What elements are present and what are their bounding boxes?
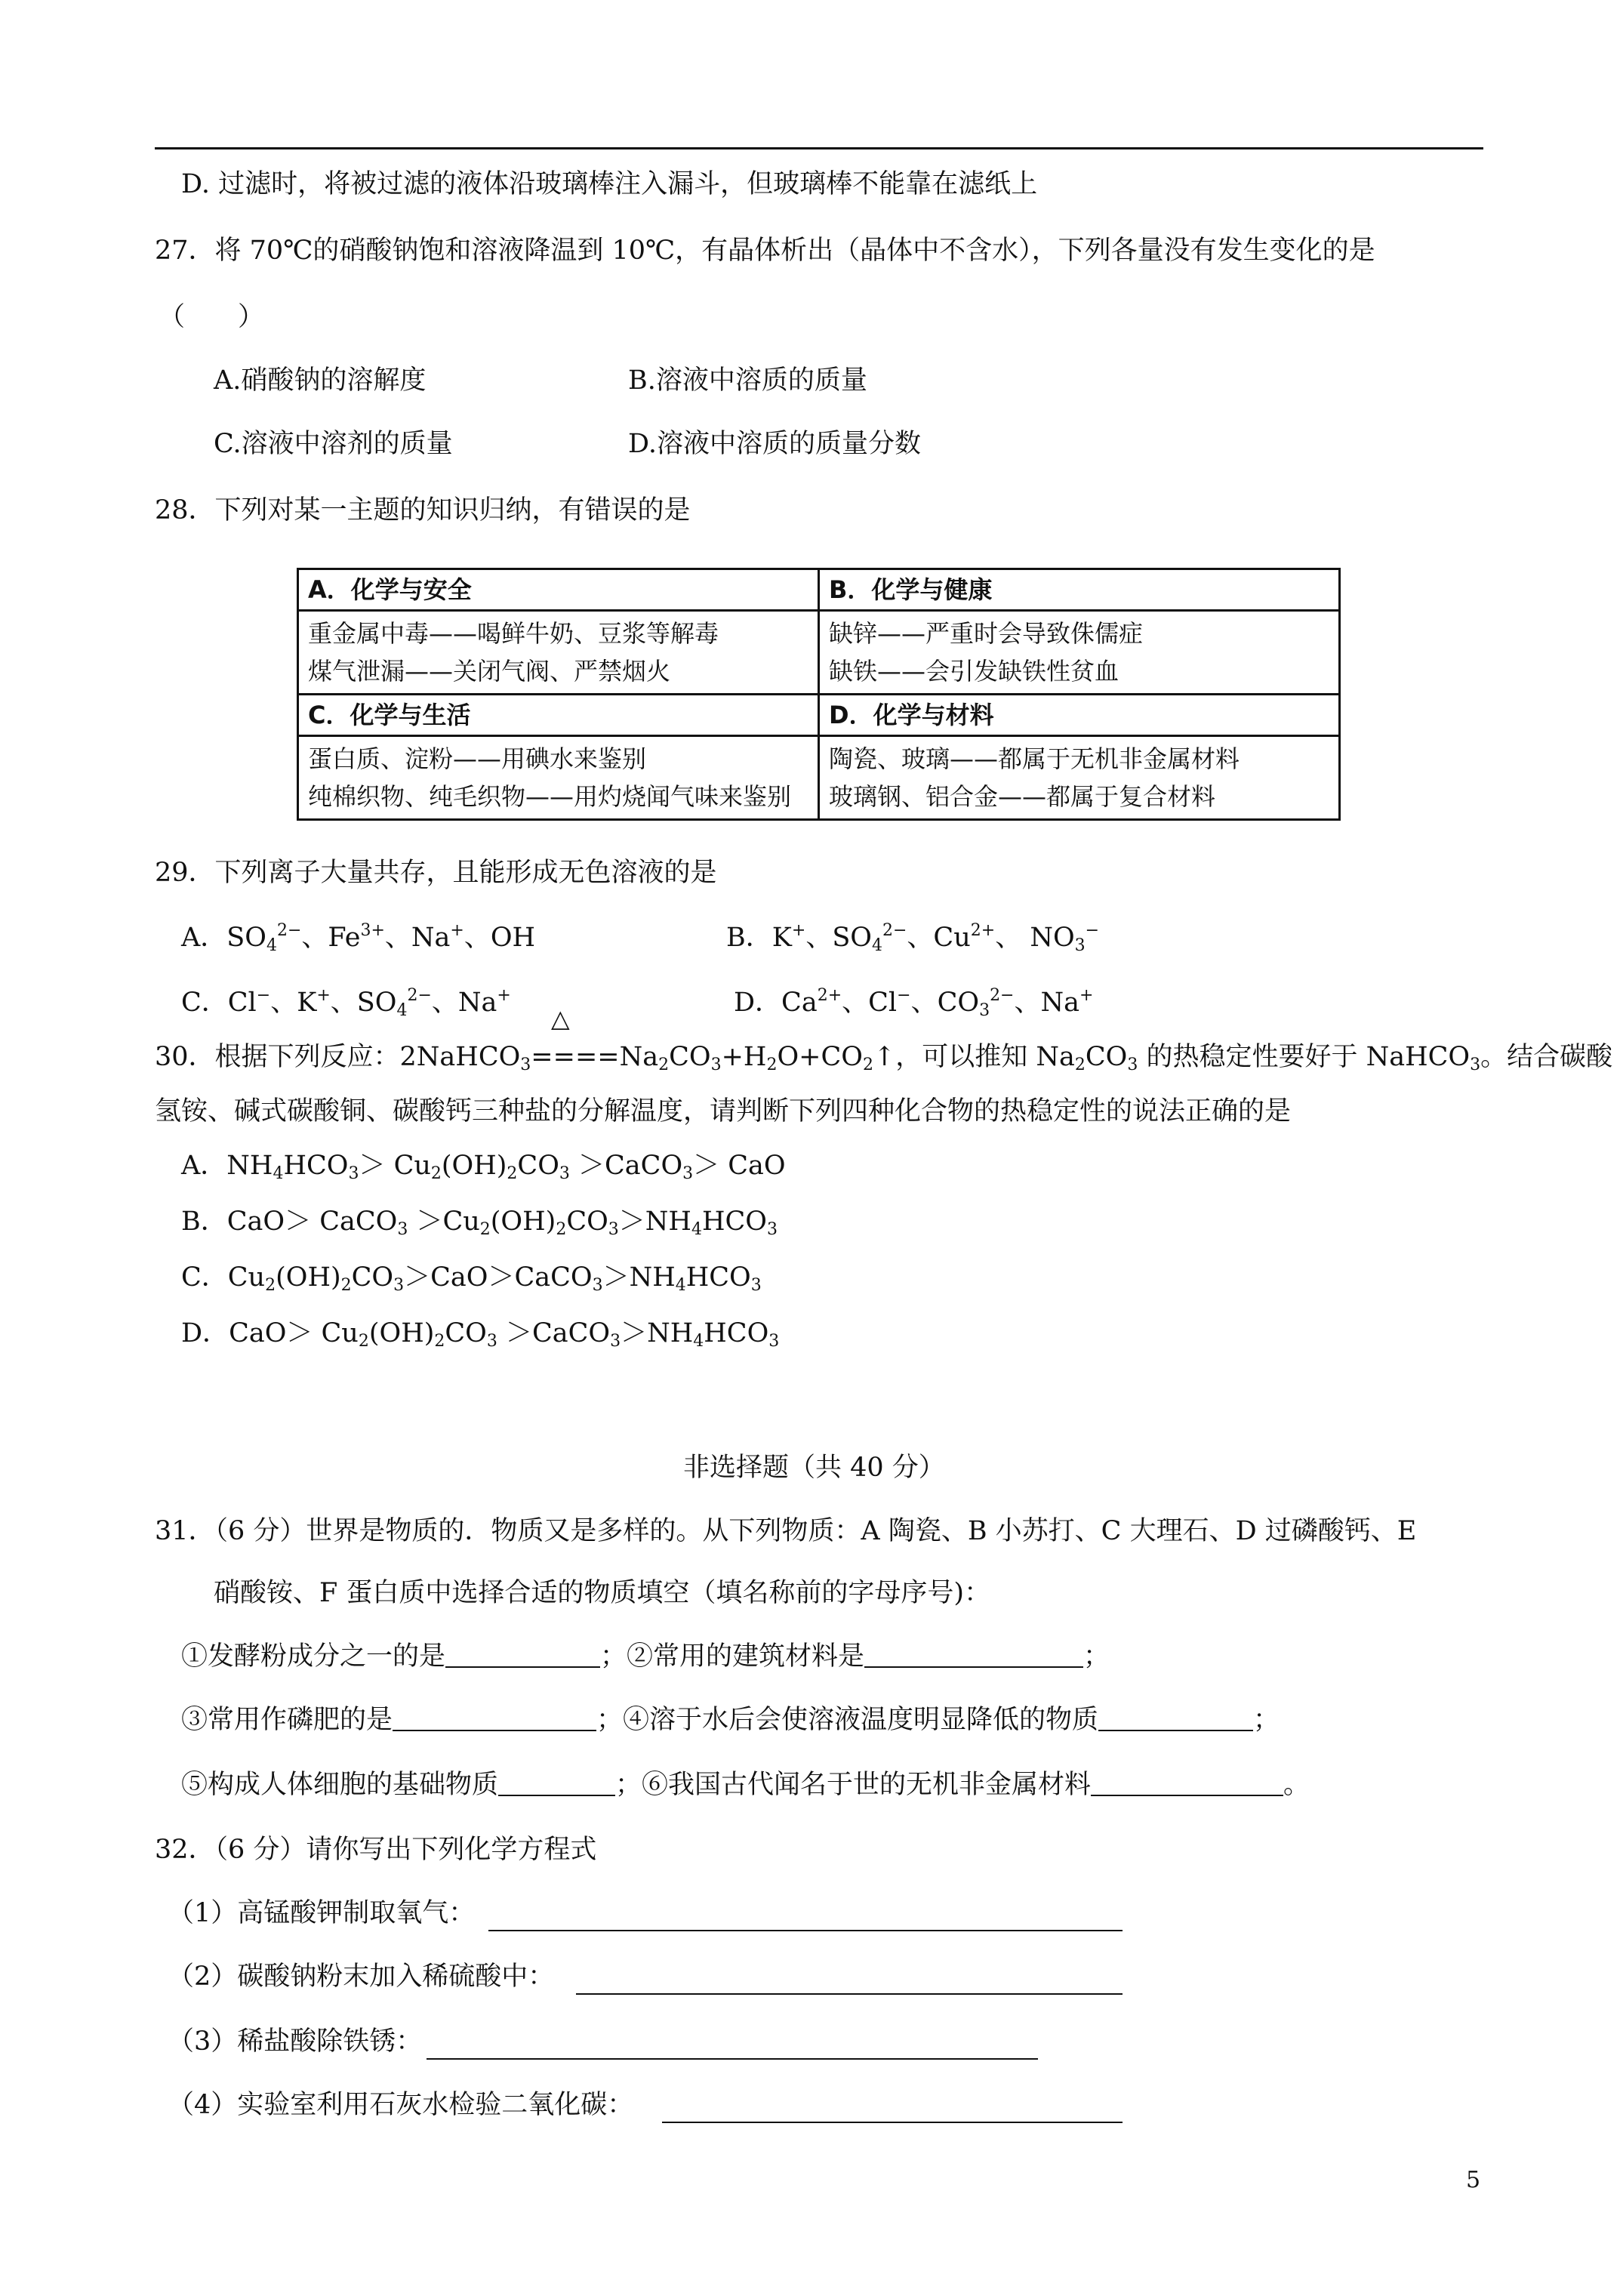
option-line: D. 过滤时，将被过滤的液体沿玻璃棒注入漏斗，但玻璃棒不能靠在滤纸上 bbox=[181, 169, 1038, 199]
page-number: 5 bbox=[1466, 2167, 1481, 2193]
punctuation: ； bbox=[1083, 1641, 1110, 1672]
table-text: 纯棉织物、纯毛织物——用灼烧闻气味来鉴别 bbox=[308, 782, 792, 811]
table-cell-c-head: C．化学与生活 bbox=[298, 695, 819, 736]
option-a: A．$NH_4HCO_3> Cu_2(OH)_2CO_3$ ＞CaCO$_3$＞ CaO bbox=[181, 1151, 786, 1183]
option-c: C．Cl−、K+、$SO_4^{2-}$、Na+ bbox=[181, 986, 511, 1020]
header-rule bbox=[155, 147, 1483, 149]
table-cell-a-body bbox=[298, 611, 819, 695]
section-heading: 非选择题（共 40 分） bbox=[683, 1453, 945, 1483]
punctuation: 。 bbox=[1283, 1770, 1310, 1800]
equation-prompt-4: （4）实验室利用石灰水检验二氧化碳： bbox=[168, 2090, 634, 2120]
option-d: D.溶液中溶质的质量分数 bbox=[628, 429, 921, 459]
prompt-text: ①发酵粉成分之一的是 bbox=[181, 1641, 446, 1672]
answer-blank[interactable] bbox=[445, 1644, 600, 1668]
option-b: B．K+、$SO_4^{2-}$、$Cu^{2+}$、 $NO_3^-$ bbox=[726, 921, 1100, 955]
table-cell-c-body bbox=[298, 736, 819, 820]
answer-parentheses: （ ） bbox=[159, 302, 265, 332]
table-text: 缺铁——会引发缺铁性贫血 bbox=[829, 657, 1119, 686]
heat-condition-symbol: △ bbox=[551, 1004, 570, 1033]
prompt-text: ⑤构成人体细胞的基础物质 bbox=[181, 1770, 499, 1800]
option-prefix: B． bbox=[181, 1207, 227, 1237]
answer-line[interactable] bbox=[576, 1993, 1123, 1995]
table-cell-b-head: B．化学与健康 bbox=[819, 569, 1340, 611]
table-text: 缺锌——严重时会导致侏儒症 bbox=[829, 619, 1144, 648]
answer-blank[interactable] bbox=[1091, 1772, 1283, 1796]
question-29: 29．下列离子大量共存，且能形成无色溶液的是 bbox=[155, 858, 717, 888]
option-b: B.溶液中溶质的质量 bbox=[628, 365, 867, 396]
answer-blank[interactable] bbox=[393, 1707, 596, 1731]
table-cell-a-head: A．化学与安全 bbox=[298, 569, 819, 611]
question-31: 31．（6 分）世界是物质的．物质又是多样的。从下列物质：A 陶瓷、B 小苏打、C 大理石、D 过磷酸钙、E bbox=[155, 1516, 1417, 1546]
option-c: C.溶液中溶剂的质量 bbox=[214, 429, 453, 459]
fill-line-3 bbox=[181, 1768, 1310, 1801]
prompt-text: ；⑥我国古代闻名于世的无机非金属材料 bbox=[615, 1770, 1092, 1800]
table-text: 重金属中毒——喝鲜牛奶、豆浆等解毒 bbox=[308, 619, 719, 648]
answer-line[interactable] bbox=[488, 1930, 1123, 1931]
fill-line-1 bbox=[181, 1640, 1110, 1673]
table-text: 煤气泄漏——关闭气阀、严禁烟火 bbox=[308, 657, 671, 686]
option-a: A.硝酸钠的溶解度 bbox=[214, 365, 427, 396]
answer-line[interactable] bbox=[662, 2122, 1123, 2123]
option-d: D．$Ca^{2+}$、Cl−、$CO_3^{2-}$、Na+ bbox=[734, 986, 1094, 1020]
fill-line-2 bbox=[181, 1703, 1280, 1737]
question-27: 27．将 70℃的硝酸钠饱和溶液降温到 10℃，有晶体析出（晶体中不含水），下列各量没有发生变化的是 bbox=[155, 236, 1375, 266]
equation-prompt-2: （2）碳酸钠粉末加入稀硫酸中： bbox=[168, 1962, 555, 1992]
option-a: A．$SO_4^{2-}$、$Fe^{3+}$、Na+、OH bbox=[181, 921, 536, 955]
knowledge-table bbox=[297, 568, 1341, 821]
prompt-text: ③常用作磷肥的是 bbox=[181, 1705, 393, 1735]
table-cell-d-head: D．化学与材料 bbox=[819, 695, 1340, 736]
answer-line[interactable] bbox=[427, 2058, 1038, 2060]
table-text: 蛋白质、淀粉——用碘水来鉴别 bbox=[308, 744, 647, 773]
equation-prompt-1: （1）高锰酸钾制取氧气： bbox=[168, 1898, 476, 1928]
prompt-text: ；④溶于水后会使溶液温度明显降低的物质 bbox=[596, 1705, 1099, 1735]
answer-blank[interactable] bbox=[864, 1644, 1083, 1668]
option-prefix: D． bbox=[181, 1318, 229, 1348]
option-d: D．$CaO> Cu_2(OH)_2CO_3$ $>CaCO_3>NH_4HCO_3$ bbox=[181, 1318, 780, 1351]
option-c: C．$Cu_2(OH)_2CO_3>CaO>CaCO_3>NH_4HCO_3$ bbox=[181, 1262, 762, 1295]
question-30-continued: 氢铵、碱式碳酸铜、碳酸钙三种盐的分解温度，请判断下列四种化合物的热稳定性的说法正确的是 bbox=[155, 1096, 1292, 1126]
option-prefix: A． bbox=[181, 1151, 227, 1181]
question-31-continued: 硝酸铵、F 蛋白质中选择合适的物质填空（填名称前的字母序号)： bbox=[214, 1578, 991, 1608]
option-prefix: C． bbox=[181, 1262, 228, 1293]
answer-blank[interactable] bbox=[1098, 1707, 1253, 1731]
prompt-text: ；②常用的建筑材料是 bbox=[600, 1641, 865, 1672]
question-32: 32．（6 分）请你写出下列化学方程式 bbox=[155, 1835, 597, 1865]
table-cell-b-body bbox=[819, 611, 1340, 695]
punctuation: ； bbox=[1253, 1705, 1280, 1735]
table-text: 玻璃钢、铝合金——都属于复合材料 bbox=[829, 782, 1216, 811]
answer-blank[interactable] bbox=[498, 1772, 615, 1796]
question-28: 28．下列对某一主题的知识归纳，有错误的是 bbox=[155, 495, 691, 525]
question-30: 30．根据下列反应：$2NaHCO_3====Na_2CO_3+H_2O+CO_2↑$，可以推知 $Na_2CO_3$ 的热稳定性要好于 NaHCO$_3$。结合碳酸 bbox=[155, 1042, 1613, 1074]
table-text: 陶瓷、玻璃——都属于无机非金属材料 bbox=[829, 744, 1240, 773]
equation-prompt-3: （3）稀盐酸除铁锈： bbox=[168, 2026, 423, 2057]
option-b: B．CaO＞ CaCO$_3$ $>Cu_2(OH)_2CO_3>NH_4HCO_3$ bbox=[181, 1207, 778, 1239]
table-cell-d-body bbox=[819, 736, 1340, 820]
